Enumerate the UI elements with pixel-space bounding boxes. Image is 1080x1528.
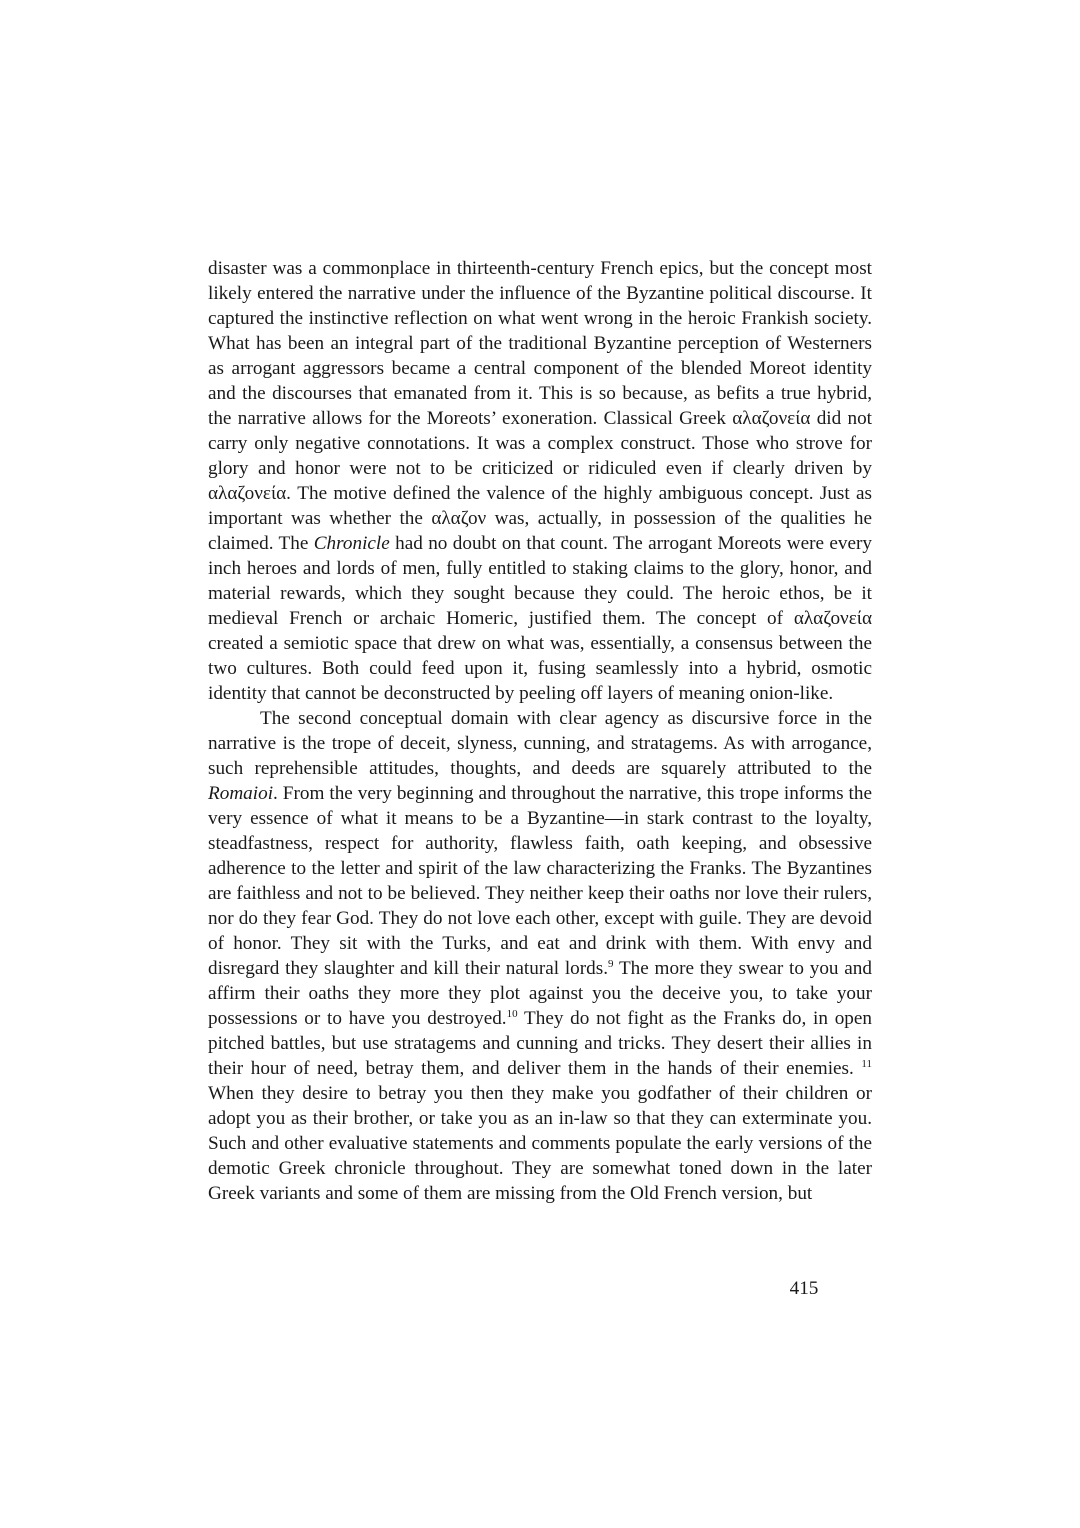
footnote-marker-9: 9 — [608, 958, 614, 970]
paragraph-2 — [208, 706, 872, 1206]
paragraph-2-text-d: They do not fight as the Franks do, in open pitched battles, but use stratagems and cunning and tricks. They desert their allies in their hour of need, betray them, and deliver them in the hands of their enemies. — [208, 1008, 872, 1079]
paragraph-2-text-b: . From the very beginning and throughout the narrative, this trope informs the very essence of what it means to be a Byzantine—in stark contrast to the loyalty, steadfastness, respect for authority, flawless faith, oath keeping, and obsessive adherence to the letter and spirit of the law characterizing the Franks. The Byzantines are faithless and not to be believed. They neither keep their oaths nor love their rulers, nor do they fear God. They do not love each other, except with guile. They are devoid of honor. They sit with the Turks, and eat and drink with them. With envy and disregard they slaughter and kill their natural lords. — [208, 783, 872, 979]
chronicle-italic: Chronicle — [313, 533, 390, 554]
romaioi-italic: Romaioi — [208, 783, 274, 804]
body-text — [208, 256, 872, 1206]
footnote-marker-10: 10 — [506, 1008, 518, 1020]
paragraph-1-text-a: disaster was a commonplace in thirteenth-century French epics, but the concept most likely entered the narrative under the influence of the Byzantine political discourse. It captured the instinctive reflection on what went wrong in the heroic Frankish society. What has been an integral part of the traditional Byzantine perception of Westerners as arrogant aggressors became a central component of the blended Moreot identity and the discourses that emanated from it. This is so because, as befits a true hybrid, the narrative allows for the Moreots’ exoneration. Classical Greek αλαζονεία did not carry only negative connotations. It was a complex construct. Those who strove for glory and honor were not to be criticized or ridiculed even if clearly driven by αλαζονεία. The motive defined the valence of the highly ambiguous concept. Just as important was whether the αλαζον was, actually, in possession of the qualities he claimed. The — [208, 258, 872, 554]
paragraph-2-text-a: The second conceptual domain with clear agency as discursive force in the narrative is the trope of deceit, slyness, cunning, and stratagems. As with arrogance, such reprehensible attitudes, thoughts, and deeds are squarely attributed to the — [208, 708, 872, 779]
paragraph-2-text-e: When they desire to betray you then they make you godfather of their children or adopt you as their brother, or take you as an in-law so that they can exterminate you. Such and other evaluative statements and comments populate the early versions of the demotic Greek chronicle throughout. They are somewhat toned down in the later Greek variants and some of them are missing from the Old French version, but — [208, 1083, 872, 1204]
footnote-marker-11: 11 — [861, 1058, 872, 1070]
paragraph-1 — [208, 256, 872, 706]
paragraph-1-text-b: had no doubt on that count. The arrogant Moreots were every inch heroes and lords of men, fully entitled to staking claims to the glory, honor, and material rewards, which they sought because they could. The heroic ethos, be it medieval French or archaic Homeric, justified them. The concept of αλαζονεία created a semiotic space that drew on what was, essentially, a consensus between the two cultures. Both could feed upon it, fusing seamlessly into a hybrid, osmotic identity that cannot be deconstructed by peeling off layers of meaning onion-like. — [208, 533, 873, 704]
paragraph-2-text-c: The more they swear to you and affirm their oaths they more they plot against you the deceive you, to take your possessions or to have you destroyed. — [208, 958, 872, 1029]
page-number: 415 — [789, 1278, 819, 1299]
